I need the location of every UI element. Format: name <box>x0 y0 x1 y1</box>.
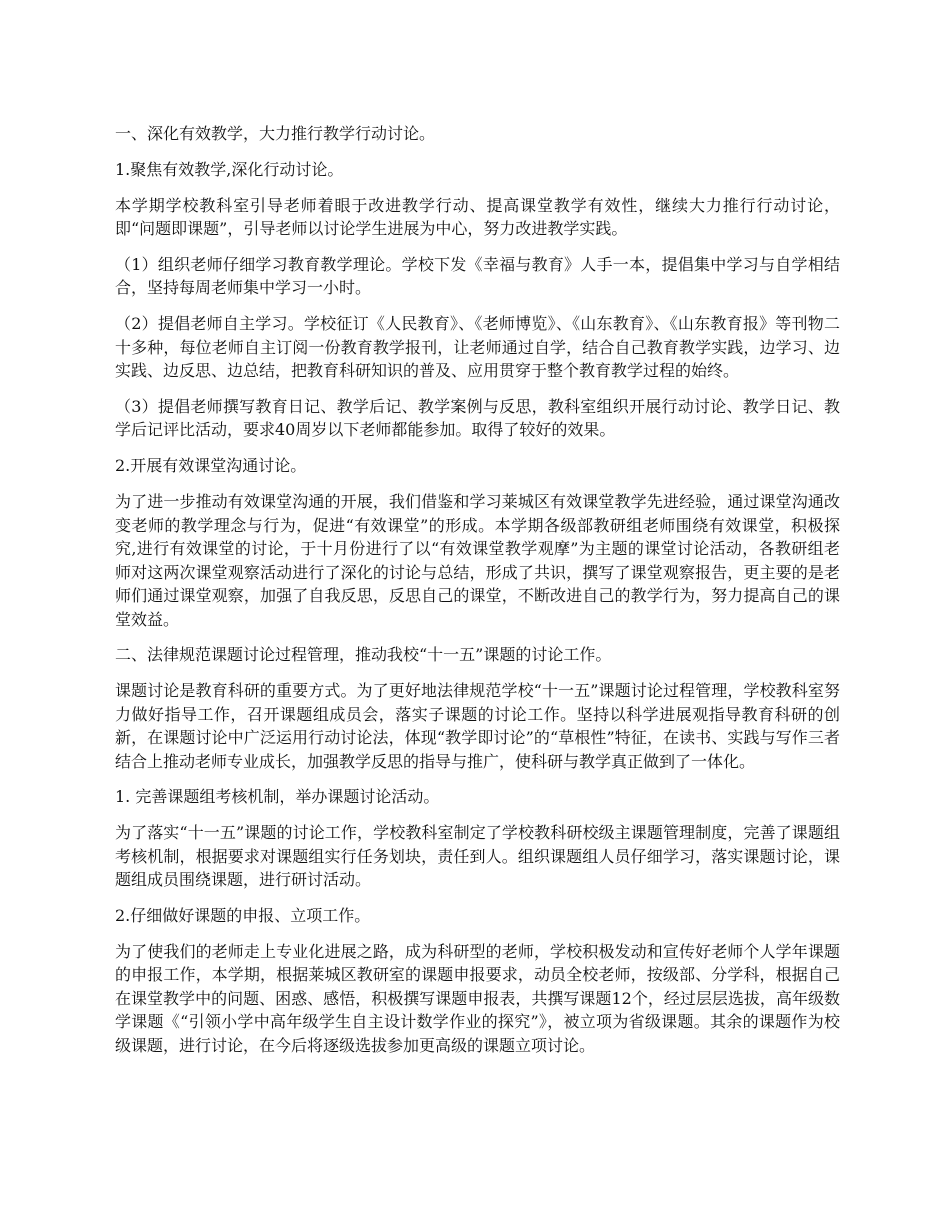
body-paragraph: 为了落实“十一五”课题的讨论工作，学校教科室制定了学校教科研校级主课题管理制度，完善了课题组考核机制，根据要求对课题组实行任务划块，责任到人。组织课题组人员仔细学习，落实课题讨论，课题组成员围绕课题，进行研讨活动。 <box>115 823 840 890</box>
subsection-heading-1-2: 2.开展有效课堂沟通讨论。 <box>115 456 307 476</box>
list-item-paragraph: （3）提倡老师撰写教育日记、教学后记、教学案例与反思，教科室组织开展行动讨论、教学日记、教学后记评比活动，要求40周岁以下老师都能参加。取得了较好的效果。 <box>115 396 840 440</box>
body-paragraph: 为了使我们的老师走上专业化进展之路，成为科研型的老师，学校积极发动和宣传好老师个人学年课题的申报工作，本学期，根据莱城区教研室的课题申报要求，动员全校老师，按级部、分学科，根据自己在课堂教学中的问题、困惑、感悟，积极撰写课题申报表，共撰写课题12个，经过层层选拔，高年级数学课题《“引领小学中高年级学生自主设计数学作业的探究”》，被立项为省级课题。其余的课题作为校级课题，进行讨论，在今后将逐级选拔参加更高级的课题立项讨论。 <box>115 941 840 1055</box>
body-paragraph: 为了进一步推动有效课堂沟通的开展，我们借鉴和学习莱城区有效课堂教学先进经验，通过课堂沟通改变老师的教学理念与行为，促进“有效课堂”的形成。本学期各级部教研组老师围绕有效课堂，积极探究,进行有效课堂的讨论，于十月份进行了以“有效课堂教学观摩”为主题的课堂讨论活动，各教研组老师对这两次课堂观察活动进行了深化的讨论与总结，形成了共识，撰写了课堂观察报告，更主要的是老师们通过课堂观察，加强了自我反思，反思自己的课堂，不断改进自己的教学行为，努力提高自己的课堂效益。 <box>115 492 840 629</box>
body-paragraph: 课题讨论是教育科研的重要方式。为了更好地法律规范学校“十一五”课题讨论过程管理，学校教科室努力做好指导工作，召开课题组成员会，落实子课题的讨论工作。坚持以科学进展观指导教育科研的创新，在课题讨论中广泛运用行动讨论法，体现“教学即讨论”的“草根性”特征，在读书、实践与写作三者结合上推动老师专业成长，加强教学反思的指导与推广，使科研与教学真正做到了一体化。 <box>115 681 840 771</box>
list-item-paragraph: （2）提倡老师自主学习。学校征订《人民教育》、《老师博览》、《山东教育》、《山东教育报》等刊物二十多种，每位老师自主订阅一份教育教学报刊，让老师通过自学，结合自己教育教学实践，边学习、边实践、边反思、边总结，把教育科研知识的普及、应用贯穿于整个教育教学过程的始终。 <box>115 314 840 381</box>
list-item-paragraph: （1）组织老师仔细学习教育教学理论。学校下发《幸福与教育》人手一本，提倡集中学习与自学相结合，坚持每周老师集中学习一小时。 <box>115 254 840 298</box>
body-paragraph: 本学期学校教科室引导老师着眼于改进教学行动、提高课堂教学有效性，继续大力推行行动讨论，即“问题即课题”，引导老师以讨论学生进展为中心，努力改进教学实践。 <box>115 195 840 239</box>
section-heading-1: 一、深化有效教学，大力推行教学行动讨论。 <box>115 124 436 143</box>
section-heading-2: 二、法律规范课题讨论过程管理，推动我校“十一五”课题的讨论工作。 <box>115 645 612 665</box>
subsection-heading-1-1: 1.聚焦有效教学,深化行动讨论。 <box>115 159 344 179</box>
subsection-heading-2-2: 2.仔细做好课题的申报、立项工作。 <box>115 906 371 926</box>
document-body <box>115 122 840 1070</box>
subsection-heading-2-1: 1. 完善课题组考核机制，举办课题讨论活动。 <box>115 787 440 807</box>
